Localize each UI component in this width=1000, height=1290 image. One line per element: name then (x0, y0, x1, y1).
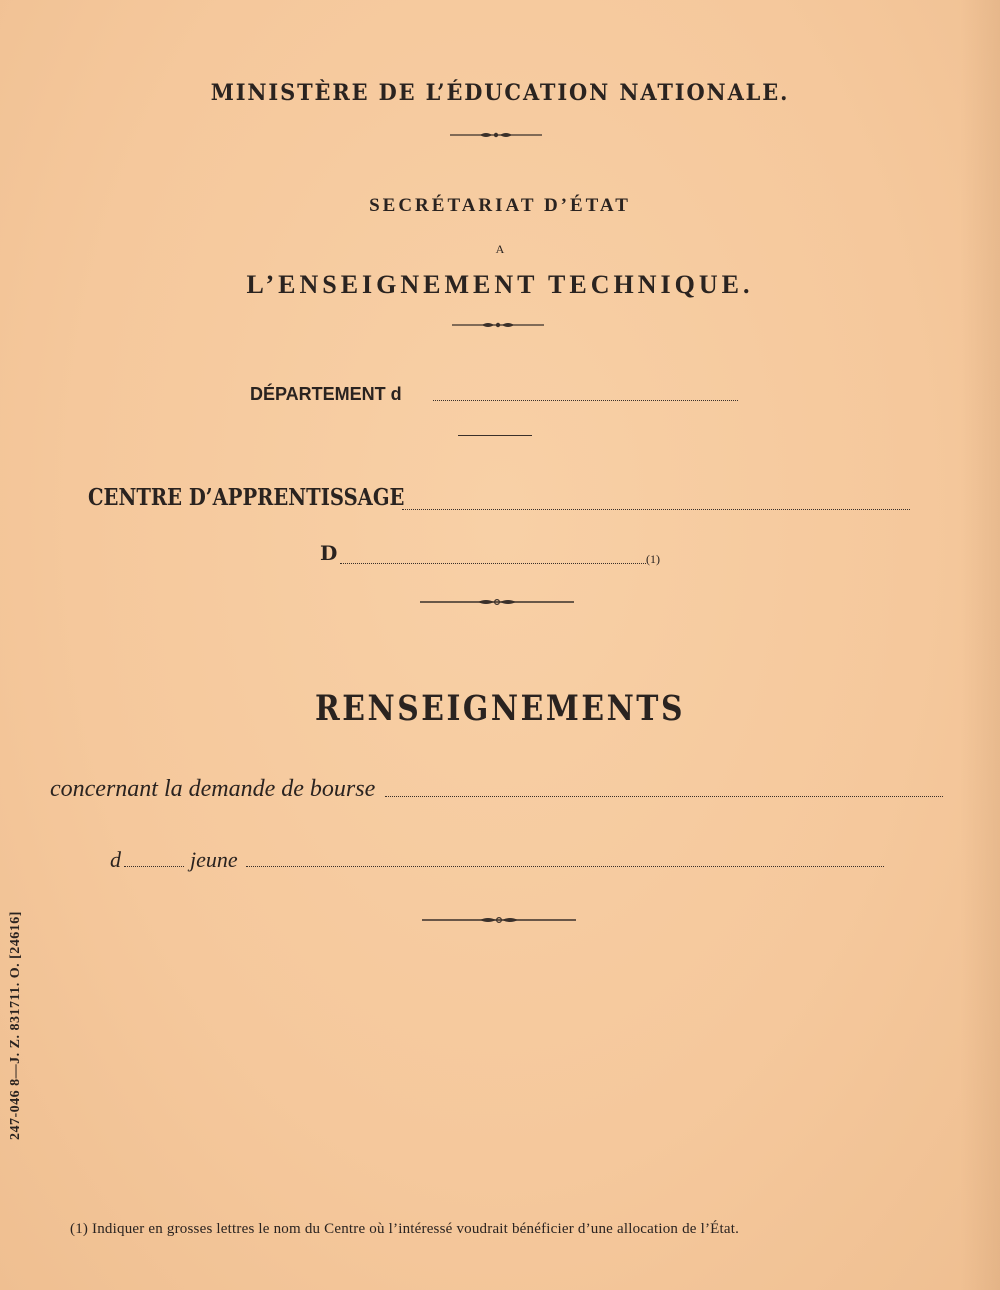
ornament-divider-1 (450, 130, 542, 140)
preposition-a: A (495, 242, 505, 256)
ornament-divider-2 (452, 320, 544, 330)
printer-code: 247-046 8—J. Z. 831711. O. [24616] (8, 911, 23, 1140)
ornament-divider-4 (422, 915, 576, 925)
enseignement-heading: L’ENSEIGNEMENT TECHNIQUE. (246, 270, 754, 299)
main-title: RENSEIGNEMENTS (314, 688, 686, 729)
departement-label: DÉPARTEMENT d (250, 384, 402, 404)
ministry-heading: MINISTÈRE DE L’ÉDUCATION NATIONALE. (210, 80, 790, 106)
bourse-field[interactable] (385, 796, 943, 797)
footnote-reference: (1) (646, 552, 660, 566)
short-rule (458, 435, 532, 436)
centre-d-field[interactable] (340, 563, 646, 564)
jeune-label: jeune (190, 847, 238, 872)
departement-field[interactable] (433, 400, 738, 401)
centre-field[interactable] (402, 509, 910, 510)
jeune-d-field[interactable] (124, 866, 184, 867)
paper-edge-shadow (960, 0, 1000, 1290)
ornament-divider-3 (420, 597, 574, 607)
centre-d-label: D (320, 541, 338, 565)
secretariat-heading: SECRÉTARIAT D’ÉTAT (369, 195, 631, 216)
centre-label: CENTRE D’APPRENTISSAGE (88, 484, 405, 511)
jeune-field[interactable] (246, 866, 884, 867)
concernant-label: concernant la demande de bourse (50, 776, 376, 802)
footnote: (1) Indiquer en grosses lettres le nom du Centre où l’intéressé voudrait bénéficier d’une allocation de l’État. (70, 1221, 740, 1237)
jeune-d-label: d (110, 847, 121, 872)
